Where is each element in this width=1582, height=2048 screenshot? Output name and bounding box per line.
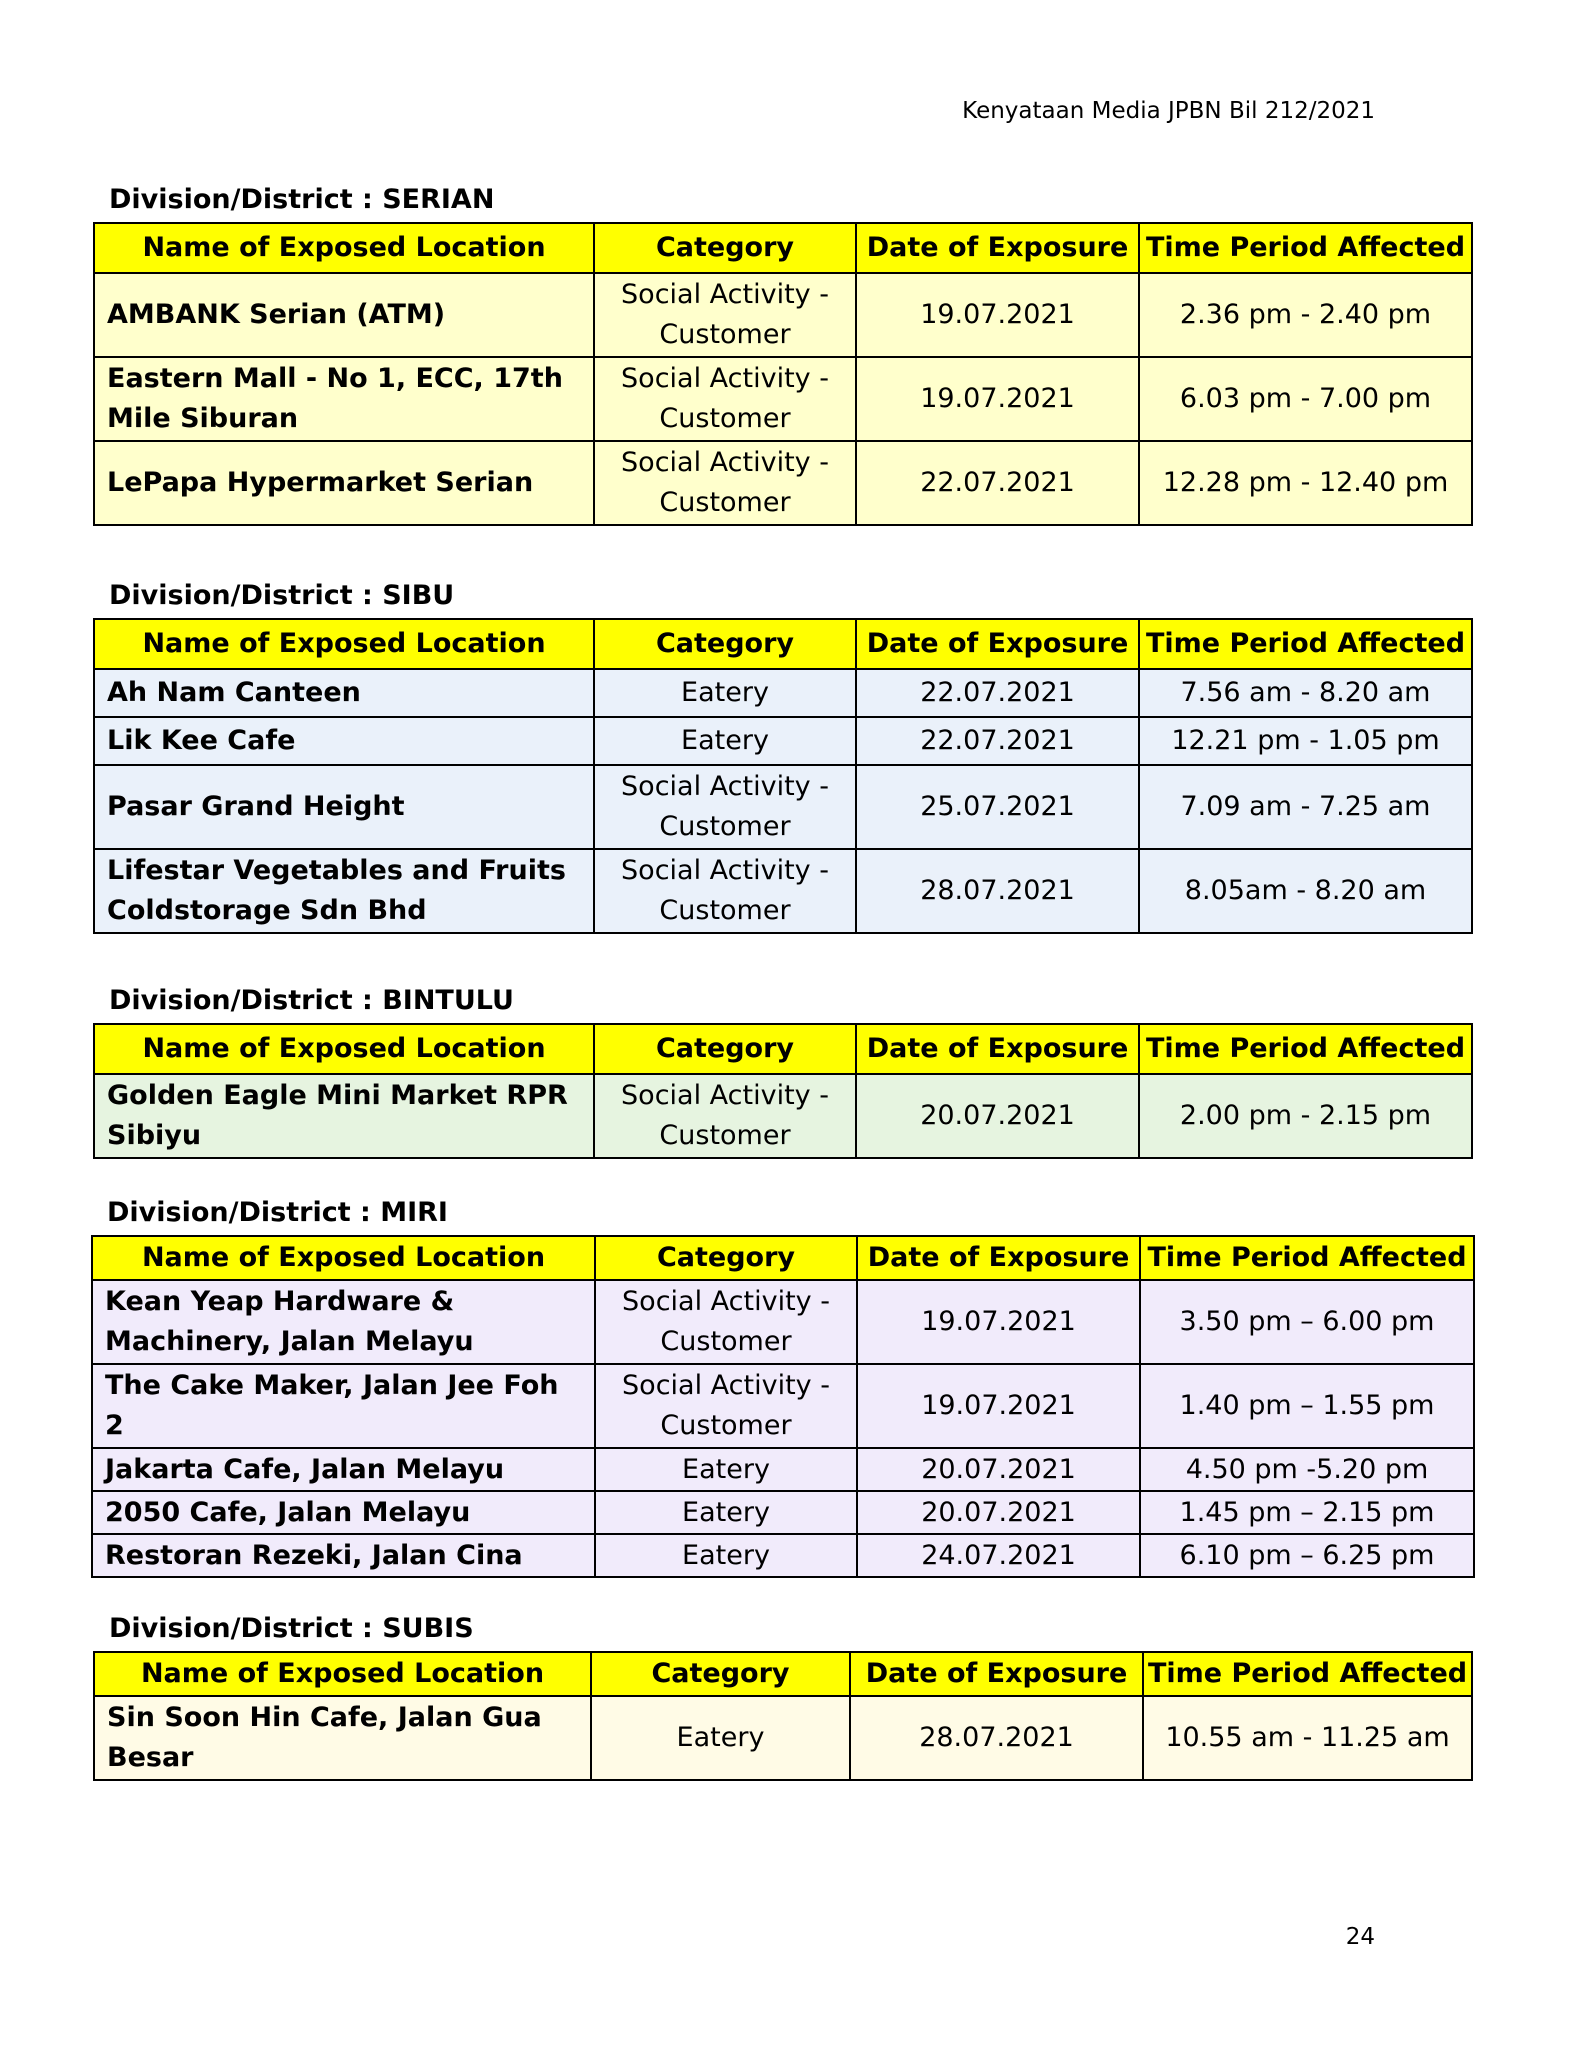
category-cell: Social Activity - Customer: [595, 1364, 857, 1448]
col-header-time: Time Period Affected: [1139, 1024, 1472, 1074]
col-header-date: Date of Exposure: [850, 1652, 1143, 1696]
date-cell: 20.07.2021: [856, 1074, 1139, 1158]
date-cell: 20.07.2021: [857, 1491, 1140, 1534]
col-header-location: Name of Exposed Location: [94, 1652, 591, 1696]
table-row: [94, 849, 1472, 933]
date-cell: 19.07.2021: [857, 1280, 1140, 1364]
col-header-location: Name of Exposed Location: [94, 619, 594, 669]
location-cell: Restoran Rezeki, Jalan Cina: [92, 1534, 595, 1577]
location-cell: Kean Yeap Hardware & Machinery, Jalan Melayu: [92, 1280, 595, 1364]
table-header-row: [94, 1024, 1472, 1074]
category-cell: Eatery: [594, 669, 856, 717]
table-header-row: [94, 619, 1472, 669]
table-header-row: [94, 223, 1472, 273]
table-row: [94, 1696, 1472, 1780]
location-cell: Golden Eagle Mini Market RPR Sibiyu: [94, 1074, 594, 1158]
table-row: [94, 441, 1472, 525]
exposure-table: [91, 1235, 1475, 1578]
category-cell: Eatery: [595, 1534, 857, 1577]
col-header-category: Category: [594, 619, 856, 669]
section-miri: [91, 1197, 1473, 1578]
category-cell: Social Activity - Customer: [594, 765, 856, 849]
section-title: Division/District : SIBU: [109, 580, 455, 611]
location-cell: Pasar Grand Height: [94, 765, 594, 849]
time-cell: 7.56 am - 8.20 am: [1139, 669, 1472, 717]
col-header-date: Date of Exposure: [856, 1024, 1139, 1074]
col-header-time: Time Period Affected: [1143, 1652, 1472, 1696]
category-cell: Eatery: [595, 1491, 857, 1534]
col-header-category: Category: [594, 1024, 856, 1074]
section-serian: [93, 184, 1471, 526]
col-header-time: Time Period Affected: [1140, 1236, 1474, 1280]
table-row: [94, 1074, 1472, 1158]
section-subis: [93, 1613, 1471, 1781]
col-header-time: Time Period Affected: [1139, 619, 1472, 669]
time-cell: 1.45 pm – 2.15 pm: [1140, 1491, 1474, 1534]
time-cell: 6.03 pm - 7.00 pm: [1139, 357, 1472, 441]
col-header-location: Name of Exposed Location: [92, 1236, 595, 1280]
exposure-table: [93, 222, 1473, 526]
location-cell: LePapa Hypermarket Serian: [94, 441, 594, 525]
section-bintulu: [93, 985, 1471, 1159]
location-cell: Eastern Mall - No 1, ECC, 17th Mile Siburan: [94, 357, 594, 441]
location-cell: The Cake Maker, Jalan Jee Foh 2: [92, 1364, 595, 1448]
category-cell: Eatery: [594, 717, 856, 765]
table-row: [94, 357, 1472, 441]
col-header-date: Date of Exposure: [856, 619, 1139, 669]
date-cell: 19.07.2021: [856, 357, 1139, 441]
location-cell: AMBANK Serian (ATM): [94, 273, 594, 357]
date-cell: 28.07.2021: [856, 849, 1139, 933]
col-header-category: Category: [595, 1236, 857, 1280]
col-header-date: Date of Exposure: [857, 1236, 1140, 1280]
category-cell: Eatery: [591, 1696, 850, 1780]
time-cell: 4.50 pm -5.20 pm: [1140, 1448, 1474, 1491]
location-cell: Lik Kee Cafe: [94, 717, 594, 765]
date-cell: 22.07.2021: [856, 717, 1139, 765]
section-title: Division/District : SERIAN: [109, 184, 495, 215]
category-cell: Social Activity - Customer: [595, 1280, 857, 1364]
category-cell: Social Activity - Customer: [594, 1074, 856, 1158]
col-header-location: Name of Exposed Location: [94, 223, 594, 273]
col-header-category: Category: [591, 1652, 850, 1696]
document-reference: Kenyataan Media JPBN Bil 212/2021: [962, 98, 1375, 124]
location-cell: Ah Nam Canteen: [94, 669, 594, 717]
table-row: [94, 669, 1472, 717]
table-row: [92, 1491, 1474, 1534]
category-cell: Social Activity - Customer: [594, 849, 856, 933]
section-title: Division/District : BINTULU: [109, 985, 514, 1016]
category-cell: Social Activity - Customer: [594, 441, 856, 525]
date-cell: 24.07.2021: [857, 1534, 1140, 1577]
table-row: [92, 1280, 1474, 1364]
time-cell: 12.28 pm - 12.40 pm: [1139, 441, 1472, 525]
time-cell: 8.05am - 8.20 am: [1139, 849, 1472, 933]
table-row: [92, 1534, 1474, 1577]
time-cell: 2.00 pm - 2.15 pm: [1139, 1074, 1472, 1158]
exposure-table: [93, 1023, 1473, 1159]
location-cell: 2050 Cafe, Jalan Melayu: [92, 1491, 595, 1534]
col-header-date: Date of Exposure: [856, 223, 1139, 273]
table-row: [94, 273, 1472, 357]
exposure-table: [93, 618, 1473, 934]
time-cell: 2.36 pm - 2.40 pm: [1139, 273, 1472, 357]
date-cell: 19.07.2021: [856, 273, 1139, 357]
table-row: [94, 765, 1472, 849]
date-cell: 22.07.2021: [856, 441, 1139, 525]
exposure-table: [93, 1651, 1473, 1781]
category-cell: Social Activity - Customer: [594, 273, 856, 357]
table-row: [94, 717, 1472, 765]
time-cell: 10.55 am - 11.25 am: [1143, 1696, 1472, 1780]
time-cell: 6.10 pm – 6.25 pm: [1140, 1534, 1474, 1577]
date-cell: 22.07.2021: [856, 669, 1139, 717]
location-cell: Lifestar Vegetables and Fruits Coldstorage Sdn Bhd: [94, 849, 594, 933]
section-title: Division/District : MIRI: [107, 1197, 448, 1228]
date-cell: 28.07.2021: [850, 1696, 1143, 1780]
table-header-row: [92, 1236, 1474, 1280]
location-cell: Jakarta Cafe, Jalan Melayu: [92, 1448, 595, 1491]
table-header-row: [94, 1652, 1472, 1696]
time-cell: 3.50 pm – 6.00 pm: [1140, 1280, 1474, 1364]
col-header-category: Category: [594, 223, 856, 273]
section-title: Division/District : SUBIS: [109, 1613, 474, 1644]
col-header-time: Time Period Affected: [1139, 223, 1472, 273]
section-sibu: [93, 580, 1471, 934]
table-row: [92, 1448, 1474, 1491]
date-cell: 20.07.2021: [857, 1448, 1140, 1491]
page-number: 24: [1345, 1924, 1375, 1950]
time-cell: 1.40 pm – 1.55 pm: [1140, 1364, 1474, 1448]
date-cell: 25.07.2021: [856, 765, 1139, 849]
category-cell: Social Activity - Customer: [594, 357, 856, 441]
col-header-location: Name of Exposed Location: [94, 1024, 594, 1074]
date-cell: 19.07.2021: [857, 1364, 1140, 1448]
table-row: [92, 1364, 1474, 1448]
time-cell: 7.09 am - 7.25 am: [1139, 765, 1472, 849]
location-cell: Sin Soon Hin Cafe, Jalan Gua Besar: [94, 1696, 591, 1780]
time-cell: 12.21 pm - 1.05 pm: [1139, 717, 1472, 765]
category-cell: Eatery: [595, 1448, 857, 1491]
